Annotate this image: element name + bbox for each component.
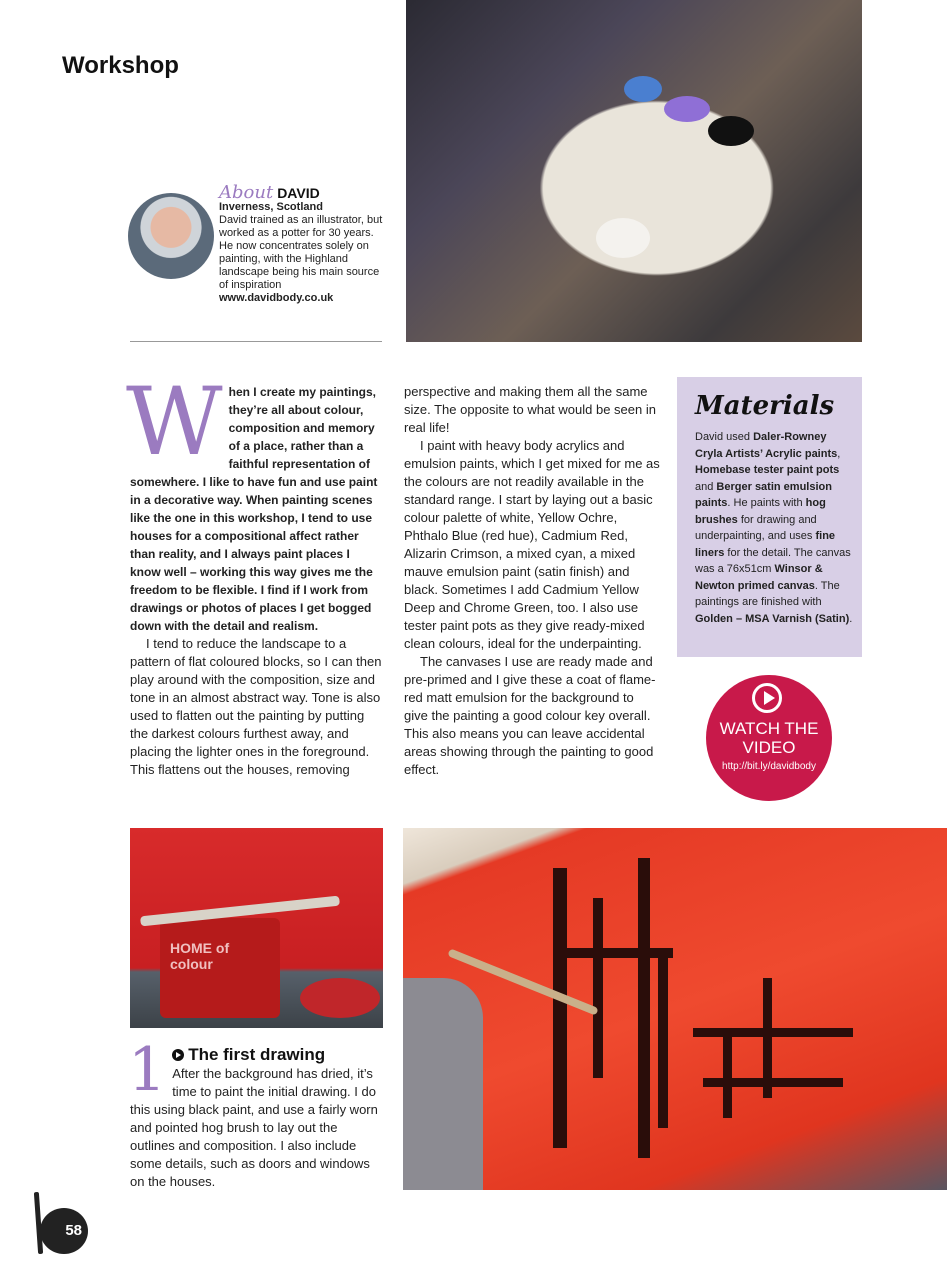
step-number: 1 [128, 1035, 167, 1105]
artist-location: Inverness, Scotland [219, 201, 323, 213]
paint-stroke [553, 868, 567, 1148]
paint-can-lid [300, 978, 380, 1018]
article-paragraph: I paint with heavy body acrylics and emulsion paints, which I get mixed for me as the colours are not readily available in the standard range. I start by laying out a basic colour palette of white, Yellow Ochre, Phthalo Blue (red hue), Cadmium Red, Alizarin Crimson, a mixed cyan, a mixed mauve emulsion paint (satin finish) and black. Sometimes I add Cadmium Yellow Deep and Chrome Green, too. I also use tester paint pots as they give ready-mixed clean colours, ideal for the underpainting. [404, 438, 660, 651]
play-icon [172, 1049, 184, 1061]
blue-paint-blob [624, 76, 662, 102]
artist-bio: David trained as an illustrator, but worked as a potter for 30 years. He now concentrates solely on painting, with the Highland landscape being his main source of inspiration [219, 214, 383, 291]
paint-stroke [763, 978, 772, 1098]
mauve-paint-blob [664, 96, 710, 122]
drop-cap: W [126, 368, 223, 477]
black-paint-blob [708, 116, 754, 146]
canvas-drawing-photo [403, 828, 947, 1190]
paint-can-label: HOME of colour [170, 940, 230, 972]
divider [130, 341, 382, 342]
about-heading [219, 182, 389, 203]
step-1 [128, 1035, 385, 1191]
article-paragraph: I tend to reduce the landscape to a pattern of flat coloured blocks, so I can then play around with the composition, size and tone in an almost abstract way. Tone is also used to flatten out the painting by putting the darkest colours furthest away, and placing the lighter ones in the foreground. This flattens out the houses, removing [130, 636, 382, 777]
article-column-2 [404, 383, 660, 779]
step-text: After the background has dried, it’s time to paint the initial drawing. I do this using black paint, and use a fairly worn and pointed hog brush to lay out the outlines and composition. I also include some details, such as doors and windows on the houses. [130, 1066, 378, 1189]
section-title: Workshop [62, 52, 179, 79]
article-intro: hen I create my paintings, they’re all about colour, composition and memory of a place, rather than a faithful representation of somewhere. I like to have fun and use paint in a decorative way. When painting scenes like the one in this workshop, I tend to use houses for a compositional affect rather than reality, and I always paint places I know well – working this way gives me the freedom to be flexible. I find if I work from drawings or photos of places I get bogged down with the detail and realism. [130, 385, 378, 633]
paint-stroke [593, 898, 603, 1078]
paint-stroke [658, 948, 668, 1128]
play-icon [752, 683, 782, 713]
hand [403, 978, 483, 1190]
article-paragraph: perspective and making them all the same size. The opposite to what would be seen in real life! [404, 384, 656, 435]
paint-stroke [693, 1028, 853, 1037]
page-number: 58 [40, 1208, 88, 1254]
watch-video-button[interactable] [706, 675, 832, 801]
artist-name: DAVID [277, 185, 320, 201]
watch-video-label: WATCH THE VIDEO [719, 719, 819, 757]
materials-box [677, 377, 862, 657]
about-script-word: About [219, 182, 274, 203]
article-column-1 [126, 368, 383, 779]
article-paragraph: The canvases I use are ready made and pre-primed and I give these a coat of flame-red matt emulsion for the background to give the painting a good colour key overall. This also means you can leave accidental areas showing through the painting to good effect. [404, 654, 656, 777]
paint-stroke [553, 948, 673, 958]
artist-website-link[interactable]: www.davidbody.co.uk [219, 292, 334, 304]
video-url[interactable]: http://bit.ly/davidbody [722, 761, 816, 772]
white-paint-blob [596, 218, 650, 258]
materials-title: Materials [695, 391, 835, 421]
paint-stroke [723, 1028, 732, 1118]
materials-text: David used Daler-Rowney Cryla Artists’ Acrylic paints, Homebase tester paint pots and Berger satin emulsion paints. He paints with hog brushes for drawing and underpainting, and uses fine liners for the detail. The canvas was a 76x51cm Winsor & Newton primed canvas. The paintings are finished with Golden – MSA Varnish (Satin). [695, 431, 853, 625]
paint-can [160, 918, 280, 1018]
about-artist [219, 182, 389, 305]
paint-pot-photo [130, 828, 383, 1028]
paint-stroke [638, 858, 650, 1158]
studio-palette-photo [406, 0, 862, 342]
artist-avatar [128, 193, 214, 279]
step-title: The first drawing [172, 1046, 325, 1064]
